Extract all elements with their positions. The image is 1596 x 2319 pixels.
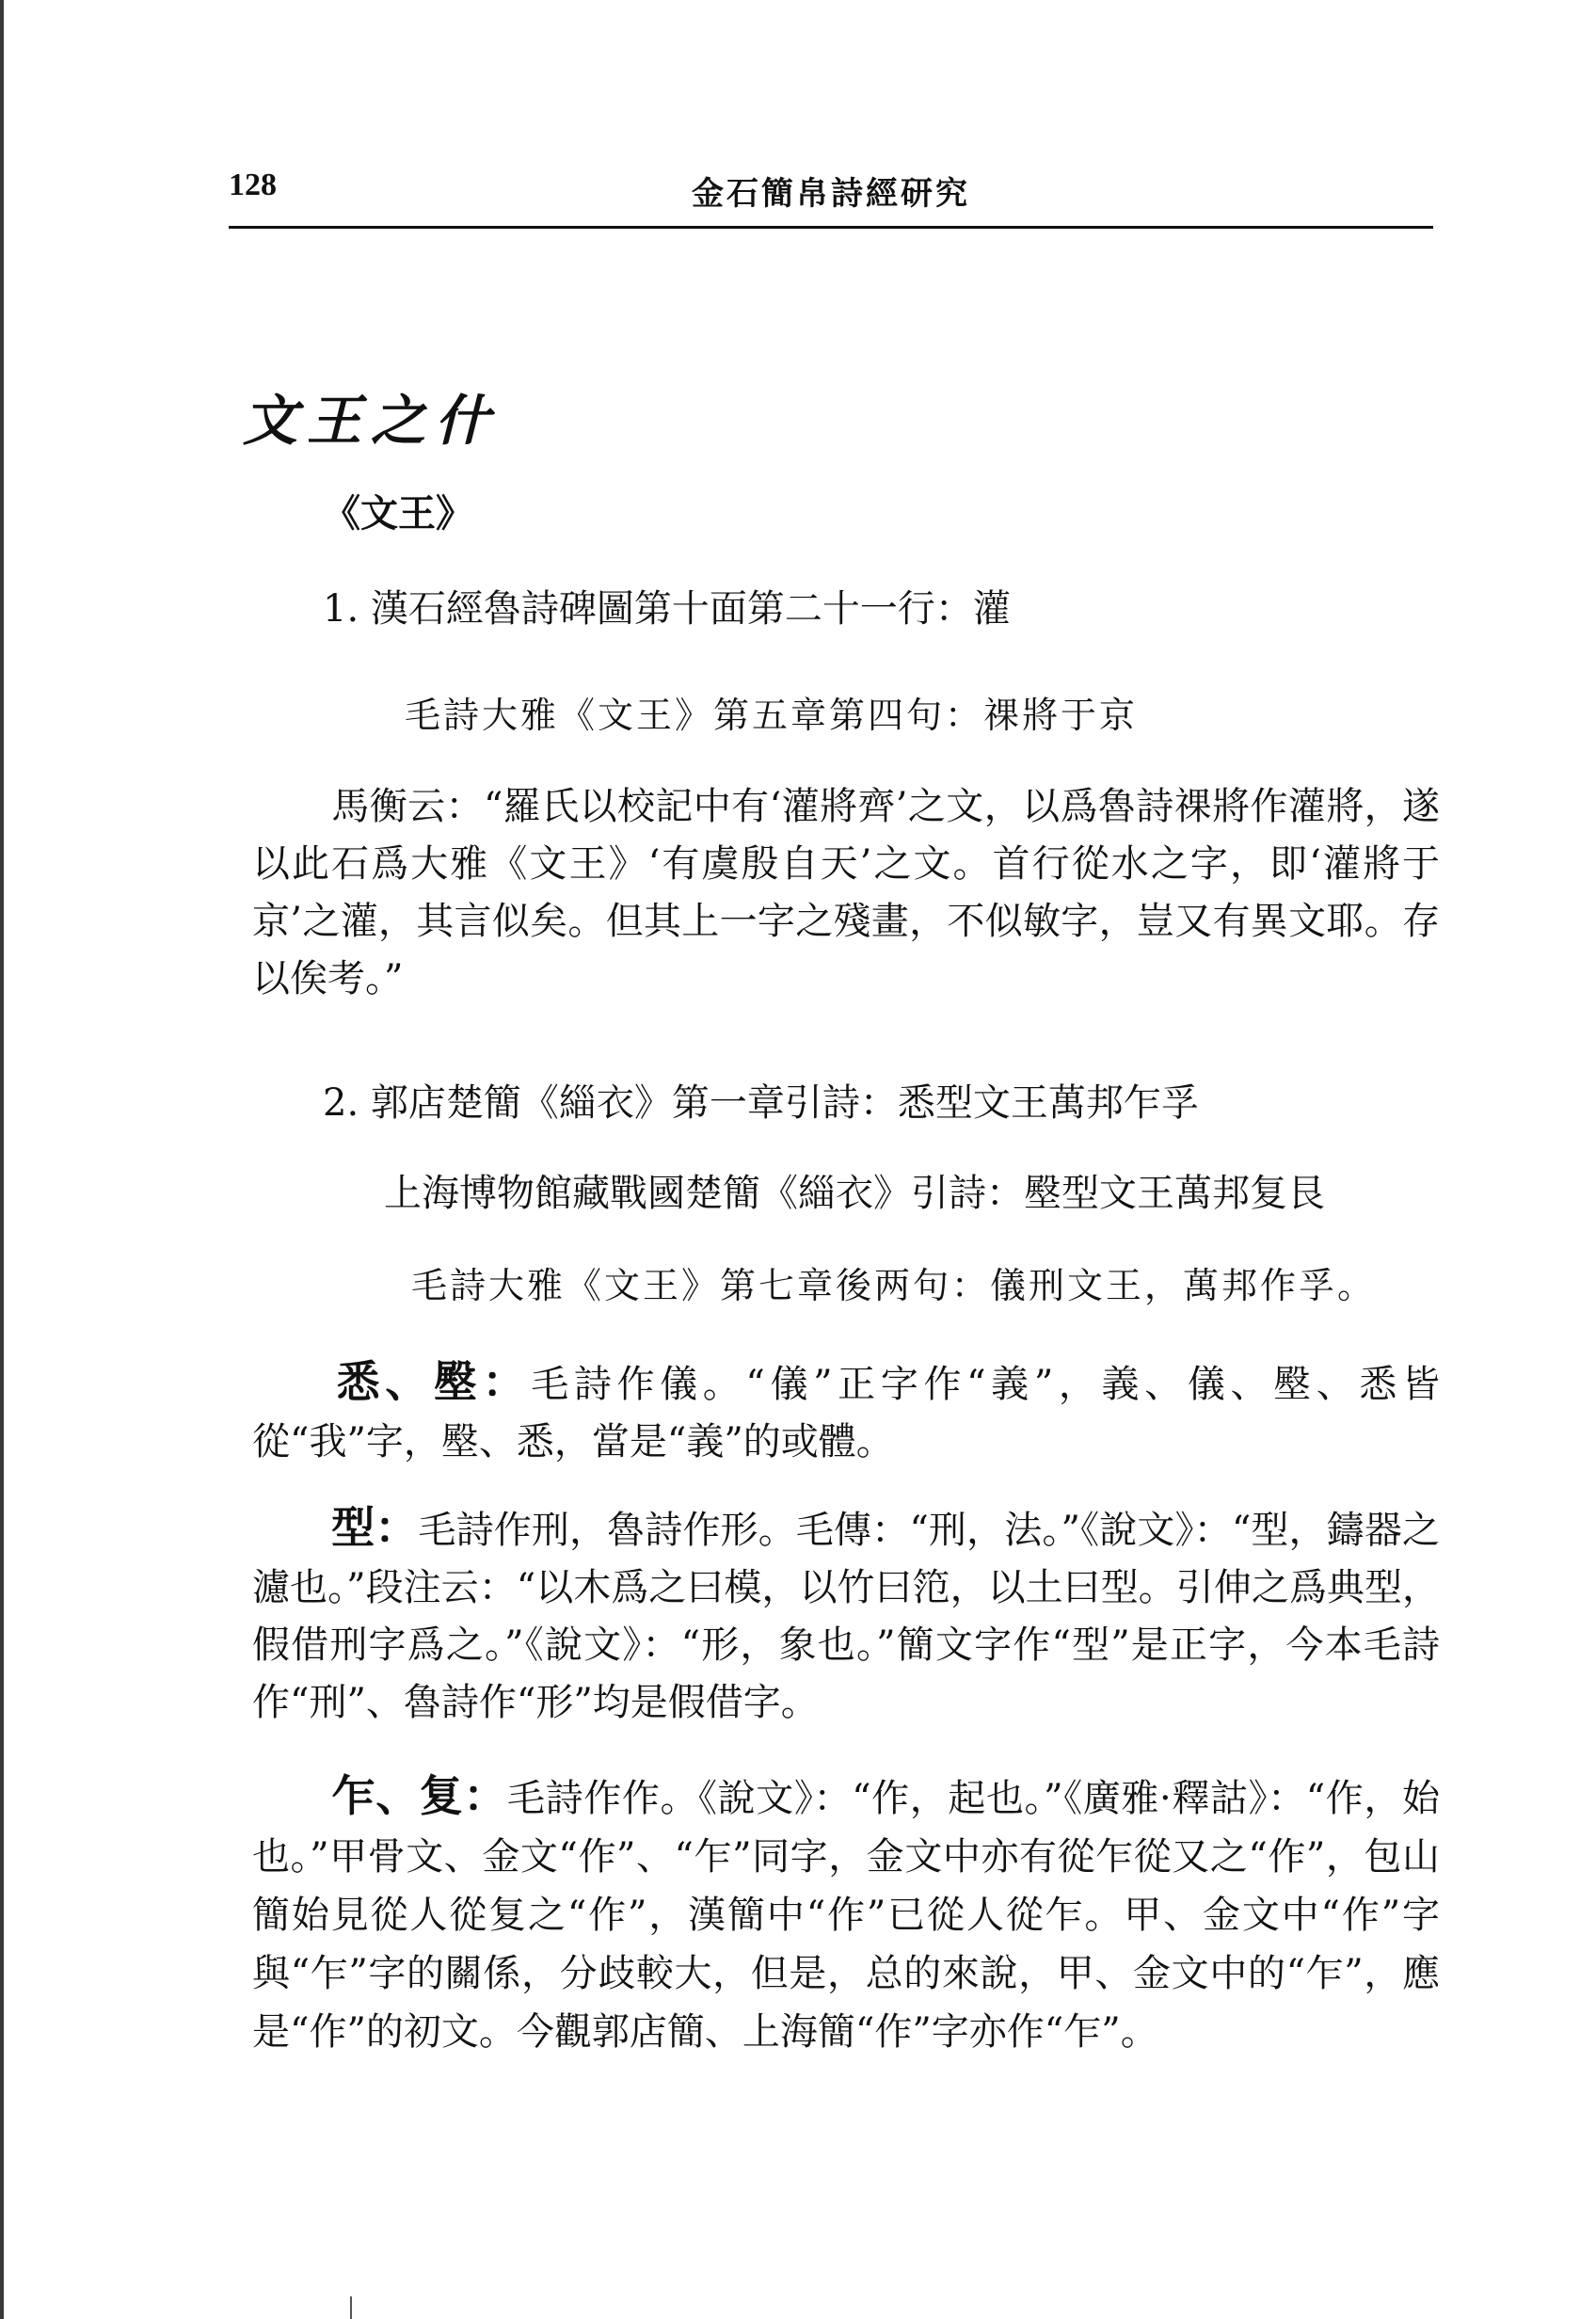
paragraph-text: 毛詩作刑，魯詩作形。毛傳：“刑，法。”《說文》：“型，鑄器之濾也。”段注云：“以木爲之曰模，以竹曰笵，以土曰型。引伸之爲典型，假借刑字爲之。”《說文》：“形，象也。”簡文字作“型”是正字，今本毛詩作“刑”、魯詩作“形”均是假借字。 [252,1509,1440,1724]
scan-mark [350,2296,352,2319]
paragraph-text: 毛詩作作。《說文》：“作，起也。”《廣雅·釋詁》：“作，始也。”甲骨文、金文“作”、“乍”同字，金文中亦有從乍從又之“作”，包山簡始見從人從复之“作”，漢簡中“作”已從人從乍。甲、金文中“作”字與“乍”字的關係，分歧較大，但是，总的來說，甲、金文中的“乍”，應是“作”的初文。今觀郭店簡、上海簡“作”字亦作“乍”。 [252,1777,1441,2054]
glossed-term: 型： [331,1502,419,1553]
item-1-mao-quote: 毛詩大雅《文王》第五章第四句：祼將于京 [405,695,1139,736]
paragraph-zuo [252,1767,1440,2061]
paragraph-ma-heng [252,778,1440,1008]
paragraph-yi [252,1353,1440,1471]
paragraph-text: 毛詩作儀。“儀”正字作“義”，義、儀、壂、悉皆從“我”字，壂、悉，當是“義”的或體。 [252,1363,1441,1463]
glossed-term: 悉、壂： [331,1356,532,1407]
paragraph-text: 馬衡云：“羅氏以校記中有‘灌將齊’之文，以爲魯詩祼將作灌將，遂以此石爲大雅《文王》‘有虞殷自天’之文。首行從水之字，即‘灌將于京’之灌，其言似矣。但其上一字之殘畫，不似敏字，豈又有異文耶。存以俟考。” [252,785,1440,1000]
item-2-source-line: 2. 郭店楚簡《緇衣》第一章引詩：悉型文王萬邦乍孚 [323,1081,1199,1125]
page-number: 128 [229,168,277,202]
header-rule [229,226,1433,229]
item-1-source-line: 1. 漢石經魯詩碑圖第十面第二十一行：灌 [323,587,1011,631]
paragraph-xing [252,1499,1440,1732]
item-2-mao-quote: 毛詩大雅《文王》第七章後两句：儀刑文王，萬邦作孚。 [411,1265,1377,1306]
running-title: 金石簡帛詩經研究 [692,175,970,213]
item-2-shanghai-quote: 上海博物館藏戰國楚簡《緇衣》引詩：壂型文王萬邦复艮 [384,1172,1325,1215]
section-heading: 文王之什 [243,389,500,453]
page-header [229,158,1433,226]
glossed-term: 乍、复： [331,1770,508,1821]
work-title: 《文王》 [323,491,473,536]
